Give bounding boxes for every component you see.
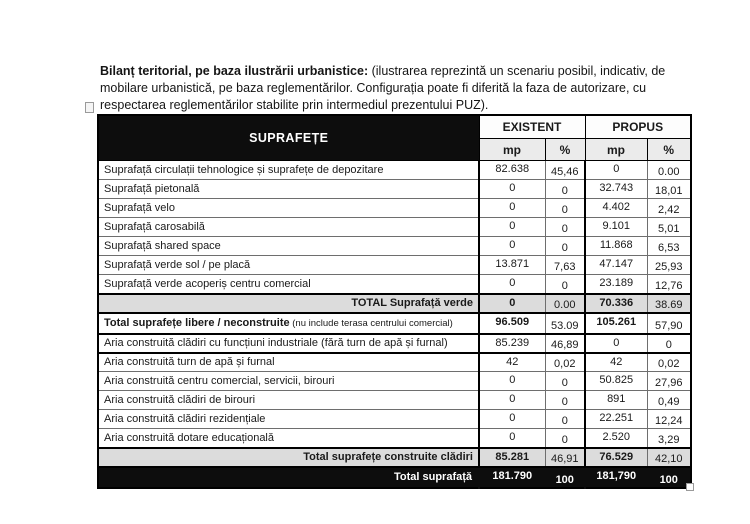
- table-row: [98, 180, 691, 199]
- cell-existent-mp: 0: [479, 410, 545, 429]
- territorial-balance-table: [97, 114, 692, 489]
- cell-propus-mp: 32.743: [585, 180, 647, 199]
- table-row: [98, 237, 691, 256]
- cell-label: Suprafață velo: [98, 199, 479, 218]
- header-row-groups: [98, 115, 691, 139]
- table-row: [98, 199, 691, 218]
- cell-propus-mp: 9.101: [585, 218, 647, 237]
- column-group-propus: PROPUS: [585, 115, 691, 139]
- cell-propus-mp: 50.825: [585, 372, 647, 391]
- cell-propus-pct: 5,01: [647, 218, 691, 237]
- cell-propus-pct: 27,96: [647, 372, 691, 391]
- cell-existent-pct: 0: [545, 199, 585, 218]
- table-row: [98, 294, 691, 313]
- table-row: [98, 429, 691, 448]
- subheader-propus-pct: %: [647, 139, 691, 161]
- table-row: [98, 448, 691, 467]
- cell-propus-pct: 0,49: [647, 391, 691, 410]
- table-row: [98, 161, 691, 180]
- cell-label: Aria construită dotare educațională: [98, 429, 479, 448]
- cell-label: Total suprafețe libere / neconstruite (nu include terasa centrului comercial): [98, 313, 479, 334]
- cell-existent-mp: 0: [479, 237, 545, 256]
- cell-existent-pct: 53.09: [545, 313, 585, 334]
- cell-propus-mp: 105.261: [585, 313, 647, 334]
- table-body: [98, 161, 691, 488]
- cell-label: Total suprafețe construite clădiri: [98, 448, 479, 467]
- cell-propus-pct: 2,42: [647, 199, 691, 218]
- cell-propus-mp: 2.520: [585, 429, 647, 448]
- cell-label: Aria construită clădiri de birouri: [98, 391, 479, 410]
- cell-propus-pct: 6,53: [647, 237, 691, 256]
- cell-label: Aria construită clădiri cu funcțiuni industriale (fără turn de apă și furnal): [98, 334, 479, 353]
- table-row: [98, 391, 691, 410]
- cell-existent-mp: 181.790: [479, 467, 545, 488]
- table-row: [98, 313, 691, 334]
- cell-existent-mp: 96.509: [479, 313, 545, 334]
- cell-existent-pct: 0: [545, 180, 585, 199]
- cell-propus-pct: 57,90: [647, 313, 691, 334]
- cell-existent-mp: 42: [479, 353, 545, 372]
- cell-propus-pct: 0: [647, 334, 691, 353]
- resize-handle-icon: [686, 483, 694, 491]
- cell-existent-mp: 0: [479, 275, 545, 294]
- cell-label: Suprafață carosabilă: [98, 218, 479, 237]
- cell-label: Aria construită turn de apă și furnal: [98, 353, 479, 372]
- cell-existent-pct: 0,02: [545, 353, 585, 372]
- cell-label: Aria construită clădiri rezidențiale: [98, 410, 479, 429]
- cell-propus-mp: 76.529: [585, 448, 647, 467]
- subheader-propus-mp: mp: [585, 139, 647, 161]
- table-row: [98, 372, 691, 391]
- table-row: [98, 334, 691, 353]
- cell-propus-mp: 42: [585, 353, 647, 372]
- cell-existent-pct: 0: [545, 372, 585, 391]
- cell-propus-mp: 23.189: [585, 275, 647, 294]
- cell-existent-mp: 0: [479, 180, 545, 199]
- cell-existent-pct: 45,46: [545, 161, 585, 180]
- cell-existent-mp: 13.871: [479, 256, 545, 275]
- intro-body-text: (ilustrarea reprezintă un scenariu posibil, indicativ, de mobilare urbanistică, pe baza reglementărilor. Configurația poate fi diferită la faza de autorizare, cu respectarea reglementărilor stabilite prin intermediul prezentului PUZ).: [100, 63, 666, 112]
- cell-propus-pct: 25,93: [647, 256, 691, 275]
- cell-existent-pct: 0: [545, 429, 585, 448]
- cell-propus-mp: 70.336: [585, 294, 647, 313]
- cell-propus-mp: 0: [585, 161, 647, 180]
- column-group-existent: EXISTENT: [479, 115, 585, 139]
- cell-existent-pct: 0: [545, 275, 585, 294]
- table-container: [97, 114, 692, 489]
- cell-propus-pct: 0,02: [647, 353, 691, 372]
- cell-existent-mp: 85.239: [479, 334, 545, 353]
- cell-propus-mp: 22.251: [585, 410, 647, 429]
- intro-paragraph: [100, 63, 678, 114]
- table-row: [98, 467, 691, 488]
- cell-existent-pct: 0: [545, 237, 585, 256]
- cell-existent-pct: 100: [545, 467, 585, 488]
- table-row: [98, 353, 691, 372]
- cell-existent-pct: 46,89: [545, 334, 585, 353]
- cell-propus-mp: 4.402: [585, 199, 647, 218]
- cell-propus-mp: 47.147: [585, 256, 647, 275]
- cell-propus-mp: 11.868: [585, 237, 647, 256]
- cell-existent-mp: 0: [479, 218, 545, 237]
- subheader-existent-mp: mp: [479, 139, 545, 161]
- cell-propus-pct: 0.00: [647, 161, 691, 180]
- cell-propus-pct: 38.69: [647, 294, 691, 313]
- cell-existent-mp: 0: [479, 391, 545, 410]
- cell-existent-mp: 0: [479, 429, 545, 448]
- cell-existent-mp: 85.281: [479, 448, 545, 467]
- cell-existent-mp: 0: [479, 372, 545, 391]
- cell-label: Suprafață shared space: [98, 237, 479, 256]
- table-row: [98, 275, 691, 294]
- cell-propus-pct: 12,24: [647, 410, 691, 429]
- intro-lead-text: Bilanț teritorial, pe baza ilustrării urbanistice:: [100, 63, 369, 78]
- cell-label: TOTAL Suprafață verde: [98, 294, 479, 313]
- cell-label: Aria construită centru comercial, servicii, birouri: [98, 372, 479, 391]
- column-header-suprafete: SUPRAFEȚE: [98, 115, 479, 161]
- table-row: [98, 218, 691, 237]
- cell-label: Total suprafață: [98, 467, 479, 488]
- cell-existent-pct: 7,63: [545, 256, 585, 275]
- cell-propus-mp: 891: [585, 391, 647, 410]
- cell-label: Suprafață verde acoperiș centru comercial: [98, 275, 479, 294]
- cell-existent-pct: 0: [545, 391, 585, 410]
- cell-propus-mp: 181,790: [585, 467, 647, 488]
- cell-existent-mp: 0: [479, 294, 545, 313]
- object-anchor-icon: [85, 102, 94, 113]
- cell-existent-mp: 82.638: [479, 161, 545, 180]
- table-row: [98, 410, 691, 429]
- cell-label: Suprafață circulații tehnologice și suprafețe de depozitare: [98, 161, 479, 180]
- cell-propus-pct: 12,76: [647, 275, 691, 294]
- cell-propus-pct: 42,10: [647, 448, 691, 467]
- cell-existent-pct: 0: [545, 410, 585, 429]
- cell-existent-pct: 0: [545, 218, 585, 237]
- table-row: [98, 256, 691, 275]
- cell-label: Suprafață verde sol / pe placă: [98, 256, 479, 275]
- cell-propus-pct: 100: [647, 467, 691, 488]
- cell-propus-mp: 0: [585, 334, 647, 353]
- subheader-existent-pct: %: [545, 139, 585, 161]
- cell-existent-pct: 0.00: [545, 294, 585, 313]
- cell-existent-mp: 0: [479, 199, 545, 218]
- cell-propus-pct: 3,29: [647, 429, 691, 448]
- cell-label: Suprafață pietonală: [98, 180, 479, 199]
- cell-propus-pct: 18,01: [647, 180, 691, 199]
- cell-existent-pct: 46,91: [545, 448, 585, 467]
